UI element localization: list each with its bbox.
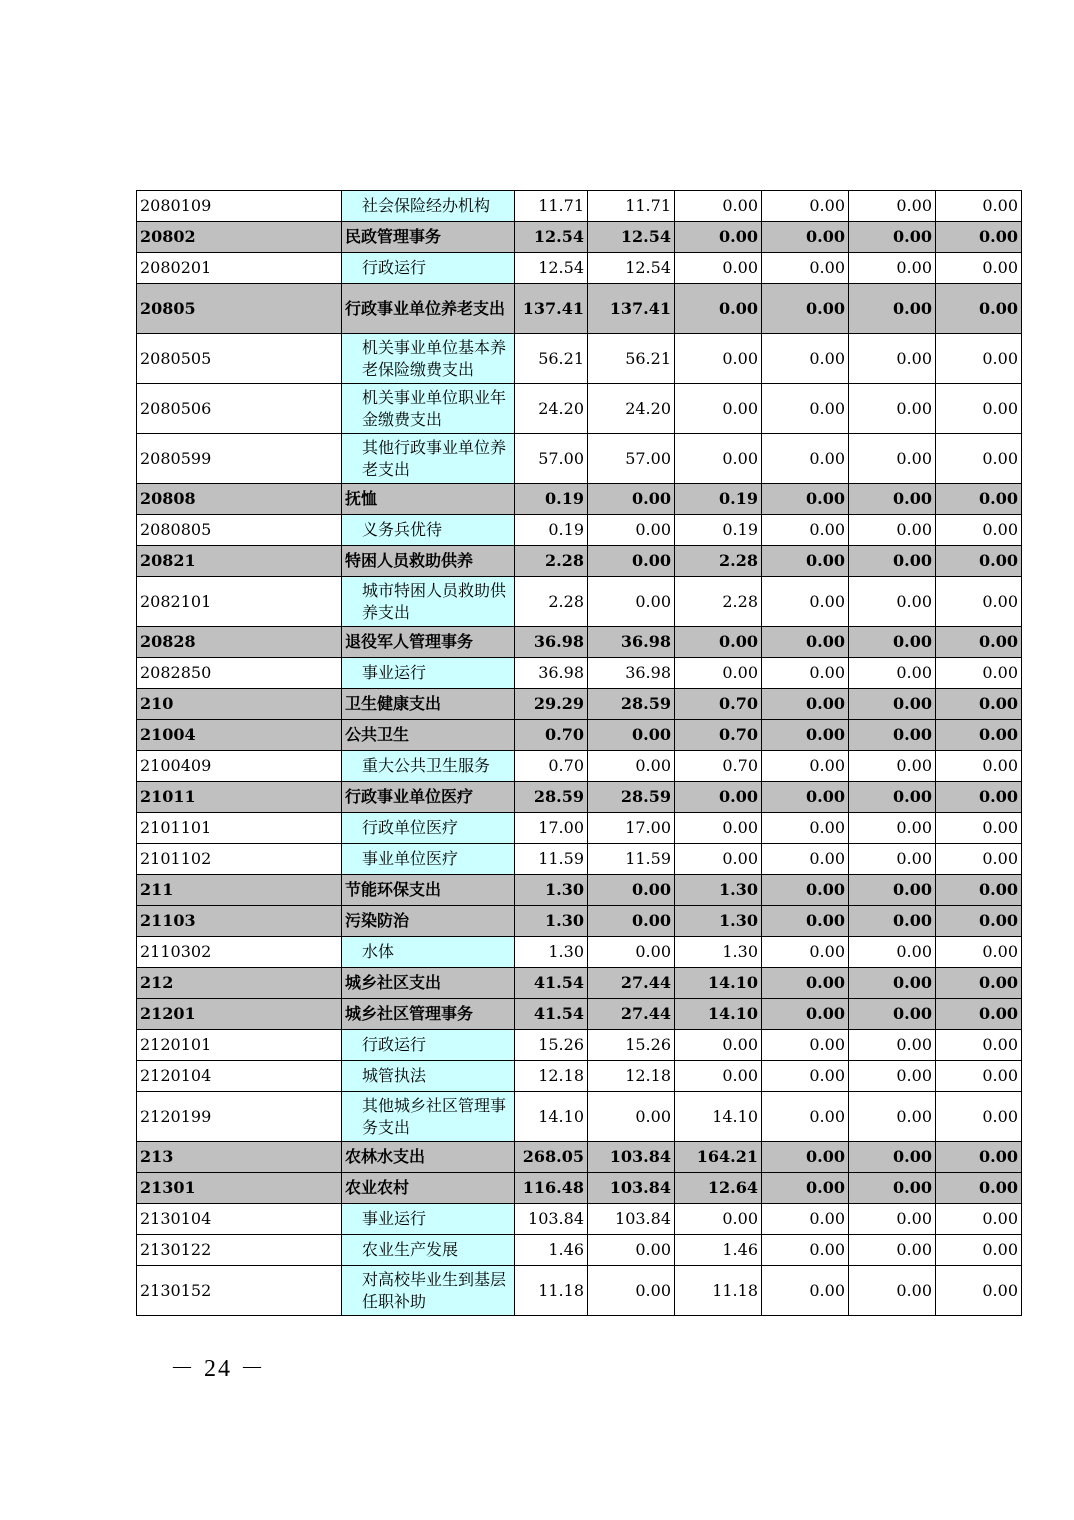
amount-cell: 0.00 <box>762 751 849 782</box>
amount-cell: 0.00 <box>762 1142 849 1173</box>
amount-cell: 0.00 <box>675 284 762 334</box>
amount-cell: 0.00 <box>762 1266 849 1316</box>
amount-cell: 36.98 <box>515 627 588 658</box>
amount-cell: 24.20 <box>588 384 675 434</box>
amount-cell: 0.00 <box>936 253 1022 284</box>
amount-cell: 268.05 <box>515 1142 588 1173</box>
subject-code: 21201 <box>137 999 342 1030</box>
amount-cell: 0.00 <box>849 1204 936 1235</box>
amount-cell: 0.00 <box>936 334 1022 384</box>
amount-cell: 0.00 <box>849 191 936 222</box>
amount-cell: 0.00 <box>675 384 762 434</box>
amount-cell: 0.00 <box>762 844 849 875</box>
amount-cell: 0.70 <box>675 720 762 751</box>
subject-code: 20821 <box>137 546 342 577</box>
amount-cell: 0.00 <box>588 875 675 906</box>
subject-name: 城乡社区支出 <box>342 968 515 999</box>
table-row <box>137 1092 1022 1142</box>
amount-cell: 116.48 <box>515 1173 588 1204</box>
subject-name: 事业单位医疗 <box>342 844 515 875</box>
amount-cell: 14.10 <box>675 999 762 1030</box>
amount-cell: 0.00 <box>588 1235 675 1266</box>
amount-cell: 0.00 <box>762 627 849 658</box>
amount-cell: 0.00 <box>588 546 675 577</box>
summary-row <box>137 546 1022 577</box>
table-row <box>137 253 1022 284</box>
amount-cell: 29.29 <box>515 689 588 720</box>
amount-cell: 36.98 <box>588 658 675 689</box>
amount-cell: 0.00 <box>936 577 1022 627</box>
amount-cell: 2.28 <box>675 577 762 627</box>
subject-code: 2110302 <box>137 937 342 968</box>
subject-name: 水体 <box>342 937 515 968</box>
amount-cell: 103.84 <box>588 1142 675 1173</box>
amount-cell: 0.00 <box>675 813 762 844</box>
amount-cell: 0.00 <box>675 627 762 658</box>
amount-cell: 41.54 <box>515 968 588 999</box>
subject-code: 20808 <box>137 484 342 515</box>
amount-cell: 0.00 <box>849 1235 936 1266</box>
amount-cell: 14.10 <box>515 1092 588 1142</box>
amount-cell: 0.00 <box>675 782 762 813</box>
amount-cell: 0.00 <box>762 1092 849 1142</box>
amount-cell: 0.70 <box>515 751 588 782</box>
subject-code: 213 <box>137 1142 342 1173</box>
subject-name: 公共卫生 <box>342 720 515 751</box>
subject-code: 20828 <box>137 627 342 658</box>
amount-cell: 0.00 <box>588 484 675 515</box>
subject-code: 20802 <box>137 222 342 253</box>
amount-cell: 0.00 <box>675 434 762 484</box>
amount-cell: 56.21 <box>588 334 675 384</box>
subject-name: 行政事业单位养老支出 <box>342 284 515 334</box>
amount-cell: 0.00 <box>762 658 849 689</box>
amount-cell: 12.18 <box>588 1061 675 1092</box>
amount-cell: 0.00 <box>762 1235 849 1266</box>
amount-cell: 103.84 <box>515 1204 588 1235</box>
amount-cell: 0.00 <box>762 222 849 253</box>
subject-code: 20805 <box>137 284 342 334</box>
amount-cell: 0.00 <box>936 999 1022 1030</box>
amount-cell: 17.00 <box>588 813 675 844</box>
amount-cell: 0.00 <box>762 813 849 844</box>
subject-code: 2130122 <box>137 1235 342 1266</box>
amount-cell: 11.71 <box>515 191 588 222</box>
subject-code: 210 <box>137 689 342 720</box>
budget-table <box>136 190 1022 1316</box>
summary-row <box>137 906 1022 937</box>
amount-cell: 0.00 <box>849 484 936 515</box>
subject-name: 社会保险经办机构 <box>342 191 515 222</box>
table-row <box>137 658 1022 689</box>
amount-cell: 0.00 <box>849 1142 936 1173</box>
summary-row <box>137 284 1022 334</box>
summary-row <box>137 1142 1022 1173</box>
table-row <box>137 1204 1022 1235</box>
amount-cell: 0.00 <box>849 658 936 689</box>
amount-cell: 0.00 <box>849 782 936 813</box>
amount-cell: 17.00 <box>515 813 588 844</box>
amount-cell: 0.00 <box>936 720 1022 751</box>
amount-cell: 12.54 <box>515 222 588 253</box>
amount-cell: 0.00 <box>849 906 936 937</box>
amount-cell: 0.70 <box>675 689 762 720</box>
amount-cell: 0.00 <box>849 720 936 751</box>
amount-cell: 11.18 <box>675 1266 762 1316</box>
amount-cell: 0.00 <box>936 813 1022 844</box>
subject-name: 城市特困人员救助供养支出 <box>342 577 515 627</box>
table-row <box>137 1266 1022 1316</box>
amount-cell: 0.00 <box>762 384 849 434</box>
amount-cell: 28.59 <box>515 782 588 813</box>
subject-code: 2120199 <box>137 1092 342 1142</box>
amount-cell: 137.41 <box>588 284 675 334</box>
table-row <box>137 434 1022 484</box>
amount-cell: 0.00 <box>849 844 936 875</box>
amount-cell: 57.00 <box>515 434 588 484</box>
amount-cell: 0.00 <box>849 813 936 844</box>
subject-code: 2100409 <box>137 751 342 782</box>
subject-code: 2101101 <box>137 813 342 844</box>
table-row <box>137 384 1022 434</box>
amount-cell: 0.00 <box>936 658 1022 689</box>
subject-code: 2130104 <box>137 1204 342 1235</box>
subject-code: 2082850 <box>137 658 342 689</box>
amount-cell: 0.00 <box>849 284 936 334</box>
amount-cell: 0.00 <box>936 222 1022 253</box>
table-row <box>137 751 1022 782</box>
subject-name: 特困人员救助供养 <box>342 546 515 577</box>
amount-cell: 0.00 <box>675 1204 762 1235</box>
subject-name: 城管执法 <box>342 1061 515 1092</box>
subject-name: 农业生产发展 <box>342 1235 515 1266</box>
amount-cell: 2.28 <box>515 577 588 627</box>
amount-cell: 137.41 <box>515 284 588 334</box>
amount-cell: 0.00 <box>936 751 1022 782</box>
amount-cell: 0.00 <box>936 191 1022 222</box>
subject-name: 义务兵优待 <box>342 515 515 546</box>
amount-cell: 24.20 <box>515 384 588 434</box>
summary-row <box>137 720 1022 751</box>
amount-cell: 0.00 <box>849 222 936 253</box>
table-body <box>137 191 1022 1316</box>
table-row <box>137 191 1022 222</box>
amount-cell: 1.30 <box>675 906 762 937</box>
subject-code: 21301 <box>137 1173 342 1204</box>
amount-cell: 0.00 <box>762 1173 849 1204</box>
amount-cell: 0.00 <box>849 1061 936 1092</box>
table-row <box>137 937 1022 968</box>
amount-cell: 28.59 <box>588 689 675 720</box>
amount-cell: 0.70 <box>515 720 588 751</box>
subject-code: 2130152 <box>137 1266 342 1316</box>
subject-name: 民政管理事务 <box>342 222 515 253</box>
amount-cell: 0.00 <box>588 720 675 751</box>
amount-cell: 0.00 <box>936 937 1022 968</box>
summary-row <box>137 999 1022 1030</box>
subject-name: 卫生健康支出 <box>342 689 515 720</box>
amount-cell: 103.84 <box>588 1204 675 1235</box>
subject-code: 2080506 <box>137 384 342 434</box>
amount-cell: 0.00 <box>762 334 849 384</box>
amount-cell: 2.28 <box>675 546 762 577</box>
amount-cell: 12.54 <box>515 253 588 284</box>
amount-cell: 0.00 <box>762 937 849 968</box>
amount-cell: 1.30 <box>515 906 588 937</box>
amount-cell: 0.00 <box>762 1030 849 1061</box>
amount-cell: 15.26 <box>588 1030 675 1061</box>
amount-cell: 11.18 <box>515 1266 588 1316</box>
subject-name: 机关事业单位基本养老保险缴费支出 <box>342 334 515 384</box>
amount-cell: 36.98 <box>588 627 675 658</box>
amount-cell: 2.28 <box>515 546 588 577</box>
amount-cell: 0.00 <box>588 751 675 782</box>
amount-cell: 0.00 <box>762 515 849 546</box>
table-row <box>137 844 1022 875</box>
subject-name: 重大公共卫生服务 <box>342 751 515 782</box>
amount-cell: 0.00 <box>849 577 936 627</box>
subject-code: 21103 <box>137 906 342 937</box>
amount-cell: 0.00 <box>762 720 849 751</box>
amount-cell: 0.00 <box>936 284 1022 334</box>
amount-cell: 0.00 <box>936 875 1022 906</box>
amount-cell: 0.00 <box>936 782 1022 813</box>
amount-cell: 0.00 <box>936 484 1022 515</box>
subject-name: 事业运行 <box>342 1204 515 1235</box>
subject-code: 2120104 <box>137 1061 342 1092</box>
amount-cell: 0.00 <box>762 689 849 720</box>
amount-cell: 0.00 <box>936 434 1022 484</box>
amount-cell: 0.00 <box>849 937 936 968</box>
amount-cell: 0.00 <box>936 1204 1022 1235</box>
amount-cell: 0.00 <box>849 875 936 906</box>
amount-cell: 0.00 <box>588 937 675 968</box>
amount-cell: 0.00 <box>936 1092 1022 1142</box>
amount-cell: 12.64 <box>675 1173 762 1204</box>
amount-cell: 0.00 <box>762 906 849 937</box>
table-row <box>137 1235 1022 1266</box>
amount-cell: 11.71 <box>588 191 675 222</box>
amount-cell: 0.00 <box>762 999 849 1030</box>
summary-row <box>137 627 1022 658</box>
amount-cell: 0.00 <box>849 434 936 484</box>
amount-cell: 0.19 <box>675 515 762 546</box>
subject-code: 2120101 <box>137 1030 342 1061</box>
amount-cell: 0.00 <box>849 1092 936 1142</box>
subject-name: 污染防治 <box>342 906 515 937</box>
table-row <box>137 1061 1022 1092</box>
amount-cell: 1.30 <box>675 875 762 906</box>
summary-row <box>137 1173 1022 1204</box>
subject-code: 2082101 <box>137 577 342 627</box>
amount-cell: 1.30 <box>675 937 762 968</box>
amount-cell: 0.00 <box>762 546 849 577</box>
subject-name: 其他城乡社区管理事务支出 <box>342 1092 515 1142</box>
amount-cell: 0.00 <box>936 1266 1022 1316</box>
amount-cell: 0.00 <box>849 627 936 658</box>
amount-cell: 28.59 <box>588 782 675 813</box>
amount-cell: 0.70 <box>675 751 762 782</box>
amount-cell: 0.00 <box>762 484 849 515</box>
subject-code: 2080805 <box>137 515 342 546</box>
summary-row <box>137 968 1022 999</box>
amount-cell: 1.30 <box>515 875 588 906</box>
amount-cell: 0.00 <box>762 284 849 334</box>
subject-name: 行政运行 <box>342 253 515 284</box>
amount-cell: 0.00 <box>588 577 675 627</box>
subject-name: 行政单位医疗 <box>342 813 515 844</box>
amount-cell: 0.00 <box>675 1030 762 1061</box>
table-row <box>137 577 1022 627</box>
table-row <box>137 515 1022 546</box>
amount-cell: 0.00 <box>849 751 936 782</box>
amount-cell: 0.00 <box>936 968 1022 999</box>
amount-cell: 0.00 <box>849 384 936 434</box>
amount-cell: 0.00 <box>588 1266 675 1316</box>
amount-cell: 0.00 <box>936 1061 1022 1092</box>
subject-name: 行政事业单位医疗 <box>342 782 515 813</box>
amount-cell: 0.00 <box>675 222 762 253</box>
amount-cell: 0.00 <box>936 1030 1022 1061</box>
subject-code: 21004 <box>137 720 342 751</box>
amount-cell: 0.00 <box>762 434 849 484</box>
amount-cell: 0.00 <box>675 844 762 875</box>
amount-cell: 0.00 <box>762 253 849 284</box>
amount-cell: 0.00 <box>936 546 1022 577</box>
amount-cell: 0.19 <box>515 484 588 515</box>
amount-cell: 0.00 <box>588 906 675 937</box>
subject-name: 对高校毕业生到基层任职补助 <box>342 1266 515 1316</box>
amount-cell: 0.00 <box>762 875 849 906</box>
subject-name: 事业运行 <box>342 658 515 689</box>
amount-cell: 14.10 <box>675 968 762 999</box>
amount-cell: 0.00 <box>675 1061 762 1092</box>
amount-cell: 0.00 <box>849 515 936 546</box>
table-row <box>137 1030 1022 1061</box>
amount-cell: 1.30 <box>515 937 588 968</box>
amount-cell: 57.00 <box>588 434 675 484</box>
table-row <box>137 813 1022 844</box>
amount-cell: 12.54 <box>588 253 675 284</box>
amount-cell: 0.00 <box>936 1173 1022 1204</box>
amount-cell: 0.00 <box>762 782 849 813</box>
subject-name: 农业农村 <box>342 1173 515 1204</box>
amount-cell: 0.00 <box>588 515 675 546</box>
subject-name: 退役军人管理事务 <box>342 627 515 658</box>
amount-cell: 15.26 <box>515 1030 588 1061</box>
subject-code: 2080201 <box>137 253 342 284</box>
summary-row <box>137 484 1022 515</box>
amount-cell: 41.54 <box>515 999 588 1030</box>
amount-cell: 27.44 <box>588 999 675 1030</box>
amount-cell: 0.00 <box>849 1266 936 1316</box>
subject-name: 抚恤 <box>342 484 515 515</box>
amount-cell: 0.00 <box>675 658 762 689</box>
subject-code: 2080599 <box>137 434 342 484</box>
subject-name: 机关事业单位职业年金缴费支出 <box>342 384 515 434</box>
amount-cell: 1.46 <box>675 1235 762 1266</box>
subject-name: 城乡社区管理事务 <box>342 999 515 1030</box>
summary-row <box>137 222 1022 253</box>
amount-cell: 0.00 <box>936 627 1022 658</box>
subject-name: 行政运行 <box>342 1030 515 1061</box>
amount-cell: 0.00 <box>849 689 936 720</box>
amount-cell: 0.00 <box>849 253 936 284</box>
subject-code: 211 <box>137 875 342 906</box>
subject-code: 212 <box>137 968 342 999</box>
amount-cell: 0.00 <box>936 515 1022 546</box>
amount-cell: 0.00 <box>762 968 849 999</box>
amount-cell: 0.00 <box>675 191 762 222</box>
amount-cell: 0.00 <box>849 334 936 384</box>
amount-cell: 0.00 <box>588 1092 675 1142</box>
summary-row <box>137 782 1022 813</box>
amount-cell: 14.10 <box>675 1092 762 1142</box>
table-row <box>137 334 1022 384</box>
subject-code: 2080505 <box>137 334 342 384</box>
subject-name: 农林水支出 <box>342 1142 515 1173</box>
amount-cell: 0.00 <box>675 334 762 384</box>
amount-cell: 0.00 <box>849 999 936 1030</box>
subject-name: 其他行政事业单位养老支出 <box>342 434 515 484</box>
amount-cell: 0.00 <box>762 1204 849 1235</box>
amount-cell: 0.00 <box>762 191 849 222</box>
amount-cell: 0.19 <box>675 484 762 515</box>
amount-cell: 12.54 <box>588 222 675 253</box>
amount-cell: 0.00 <box>936 689 1022 720</box>
amount-cell: 27.44 <box>588 968 675 999</box>
amount-cell: 0.00 <box>849 1030 936 1061</box>
subject-code: 2101102 <box>137 844 342 875</box>
subject-name: 节能环保支出 <box>342 875 515 906</box>
amount-cell: 103.84 <box>588 1173 675 1204</box>
summary-row <box>137 875 1022 906</box>
amount-cell: 11.59 <box>515 844 588 875</box>
amount-cell: 11.59 <box>588 844 675 875</box>
amount-cell: 0.00 <box>936 384 1022 434</box>
page-number: － 24 － <box>170 1356 266 1382</box>
amount-cell: 0.00 <box>762 1061 849 1092</box>
subject-code: 21011 <box>137 782 342 813</box>
amount-cell: 0.00 <box>936 1142 1022 1173</box>
amount-cell: 0.00 <box>762 577 849 627</box>
summary-row <box>137 689 1022 720</box>
amount-cell: 0.00 <box>936 1235 1022 1266</box>
amount-cell: 0.00 <box>849 1173 936 1204</box>
amount-cell: 0.00 <box>849 968 936 999</box>
amount-cell: 0.19 <box>515 515 588 546</box>
amount-cell: 0.00 <box>936 844 1022 875</box>
subject-code: 2080109 <box>137 191 342 222</box>
amount-cell: 0.00 <box>675 253 762 284</box>
amount-cell: 164.21 <box>675 1142 762 1173</box>
amount-cell: 0.00 <box>849 546 936 577</box>
amount-cell: 12.18 <box>515 1061 588 1092</box>
amount-cell: 0.00 <box>936 906 1022 937</box>
amount-cell: 1.46 <box>515 1235 588 1266</box>
amount-cell: 56.21 <box>515 334 588 384</box>
amount-cell: 36.98 <box>515 658 588 689</box>
